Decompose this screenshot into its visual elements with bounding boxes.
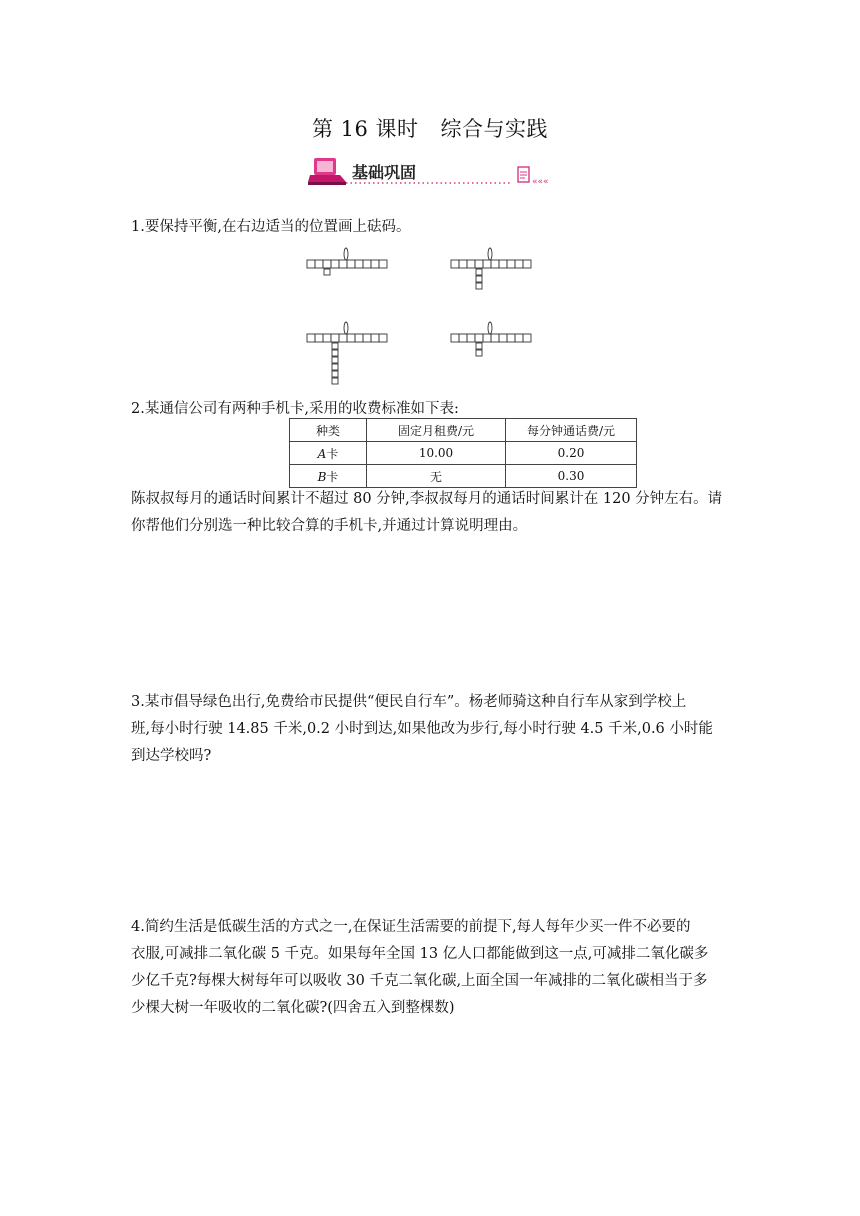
laptop-icon: [306, 155, 556, 189]
beam-cell: [331, 334, 339, 342]
weight-block: [332, 378, 338, 384]
beam-cell: [307, 334, 315, 342]
question-2-body: [131, 486, 731, 540]
beam-cell: [323, 260, 331, 268]
beam-cell: [515, 260, 523, 268]
beam-cell: [451, 334, 459, 342]
banner-label: 基础巩固: [352, 163, 417, 182]
beam-cell: [499, 260, 507, 268]
weight-block: [476, 276, 482, 282]
question-4-line: 衣服,可减排二氧化碳 5 千克。如果每年全国 13 亿人口都能做到这一点,可减排二氧化碳多: [131, 946, 709, 962]
beam-cell: [355, 260, 363, 268]
question-3-line: 3.某市倡导绿色出行,免费给市民提供“便民自行车”。杨老师骑这种自行车从家到学校上: [131, 694, 687, 710]
per-minute-cell: 0.20: [506, 442, 637, 465]
beam-cell: [507, 334, 515, 342]
table-row: [290, 465, 637, 488]
beam-cell: [323, 334, 331, 342]
beam-cell: [467, 334, 475, 342]
weight-block: [332, 357, 338, 363]
weight-block: [476, 350, 482, 356]
beam-cell: [363, 260, 371, 268]
beam-cell: [523, 260, 531, 268]
card-type-cell: A卡: [290, 442, 367, 465]
beam-cell: [339, 260, 347, 268]
beam-cell: [523, 334, 531, 342]
weight-block: [476, 343, 482, 349]
beam-cell: [363, 334, 371, 342]
per-minute-cell: 0.30: [506, 465, 637, 488]
question-3: [131, 689, 731, 770]
beam-cell: [355, 334, 363, 342]
question-1-text: 1.要保持平衡,在右边适当的位置画上砝码。: [131, 219, 411, 235]
weight-block: [332, 350, 338, 356]
balance-beam-1: [307, 248, 387, 275]
weight-block: [324, 269, 330, 275]
beam-cell: [331, 260, 339, 268]
beam-cell: [483, 334, 491, 342]
weight-block: [332, 364, 338, 370]
beam-cell: [475, 334, 483, 342]
fee-table: [289, 418, 637, 488]
rent-cell: 无: [367, 465, 506, 488]
header-type: 种类: [290, 419, 367, 442]
beam-cell: [307, 260, 315, 268]
beam-cell: [379, 334, 387, 342]
question-1: [131, 214, 731, 241]
lesson-number: 第 16 课时: [311, 117, 419, 141]
page-title: [0, 113, 860, 143]
question-4-line: 少亿千克?每棵大树每年可以吸收 30 千克二氧化碳,上面全国一年减排的二氧化碳相当于多: [131, 973, 708, 989]
beam-cell: [507, 260, 515, 268]
question-2-line: 你帮他们分别选一种比较合算的手机卡,并通过计算说明理由。: [131, 518, 528, 534]
balance-beam-4: [451, 322, 531, 356]
beam-cell: [467, 260, 475, 268]
svg-text:«««: «««: [532, 177, 549, 187]
beam-cell: [459, 334, 467, 342]
question-2-line: 陈叔叔每月的通话时间累计不超过 80 分钟,李叔叔每月的通话时间累计在 120 分钟左右。请: [131, 491, 723, 507]
beam-cell: [347, 260, 355, 268]
balance-beam-2: [451, 248, 531, 289]
question-3-line: 到达学校吗?: [131, 748, 212, 764]
table-row: [290, 442, 637, 465]
beam-cell: [315, 334, 323, 342]
section-banner: [306, 155, 556, 189]
beam-cell: [371, 334, 379, 342]
question-4-line: 少棵大树一年吸收的二氧化碳?(四舍五入到整棵数): [131, 1000, 455, 1016]
question-4-line: 4.简约生活是低碳生活的方式之一,在保证生活需要的前提下,每人每年少买一件不必要的: [131, 919, 691, 935]
beam-cell: [483, 260, 491, 268]
beam-cell: [475, 260, 483, 268]
beam-cell: [315, 260, 323, 268]
beam-cell: [339, 334, 347, 342]
balance-figures: [300, 245, 570, 390]
question-3-line: 班,每小时行驶 14.85 千米,0.2 小时到达,如果他改为步行,每小时行驶 4.5 千米,0.6 小时能: [131, 721, 713, 737]
balance-beam-3: [307, 322, 387, 384]
header-rent: 固定月租费/元: [367, 419, 506, 442]
beam-cell: [347, 334, 355, 342]
question-4: [131, 914, 731, 1022]
beam-cell: [491, 334, 499, 342]
header-per-minute: 每分钟通话费/元: [506, 419, 637, 442]
weight-block: [476, 269, 482, 275]
weight-block: [332, 343, 338, 349]
weight-block: [476, 283, 482, 289]
rent-cell: 10.00: [367, 442, 506, 465]
lesson-topic: 综合与实践: [440, 117, 549, 141]
beam-cell: [379, 260, 387, 268]
weight-block: [332, 371, 338, 377]
beam-cell: [499, 334, 507, 342]
beam-cell: [459, 260, 467, 268]
question-2-intro-text: 2.某通信公司有两种手机卡,采用的收费标准如下表:: [131, 401, 459, 417]
beam-cell: [451, 260, 459, 268]
beam-cell: [515, 334, 523, 342]
beam-cell: [491, 260, 499, 268]
beam-cell: [371, 260, 379, 268]
card-type-cell: B卡: [290, 465, 367, 488]
table-header-row: [290, 419, 637, 442]
